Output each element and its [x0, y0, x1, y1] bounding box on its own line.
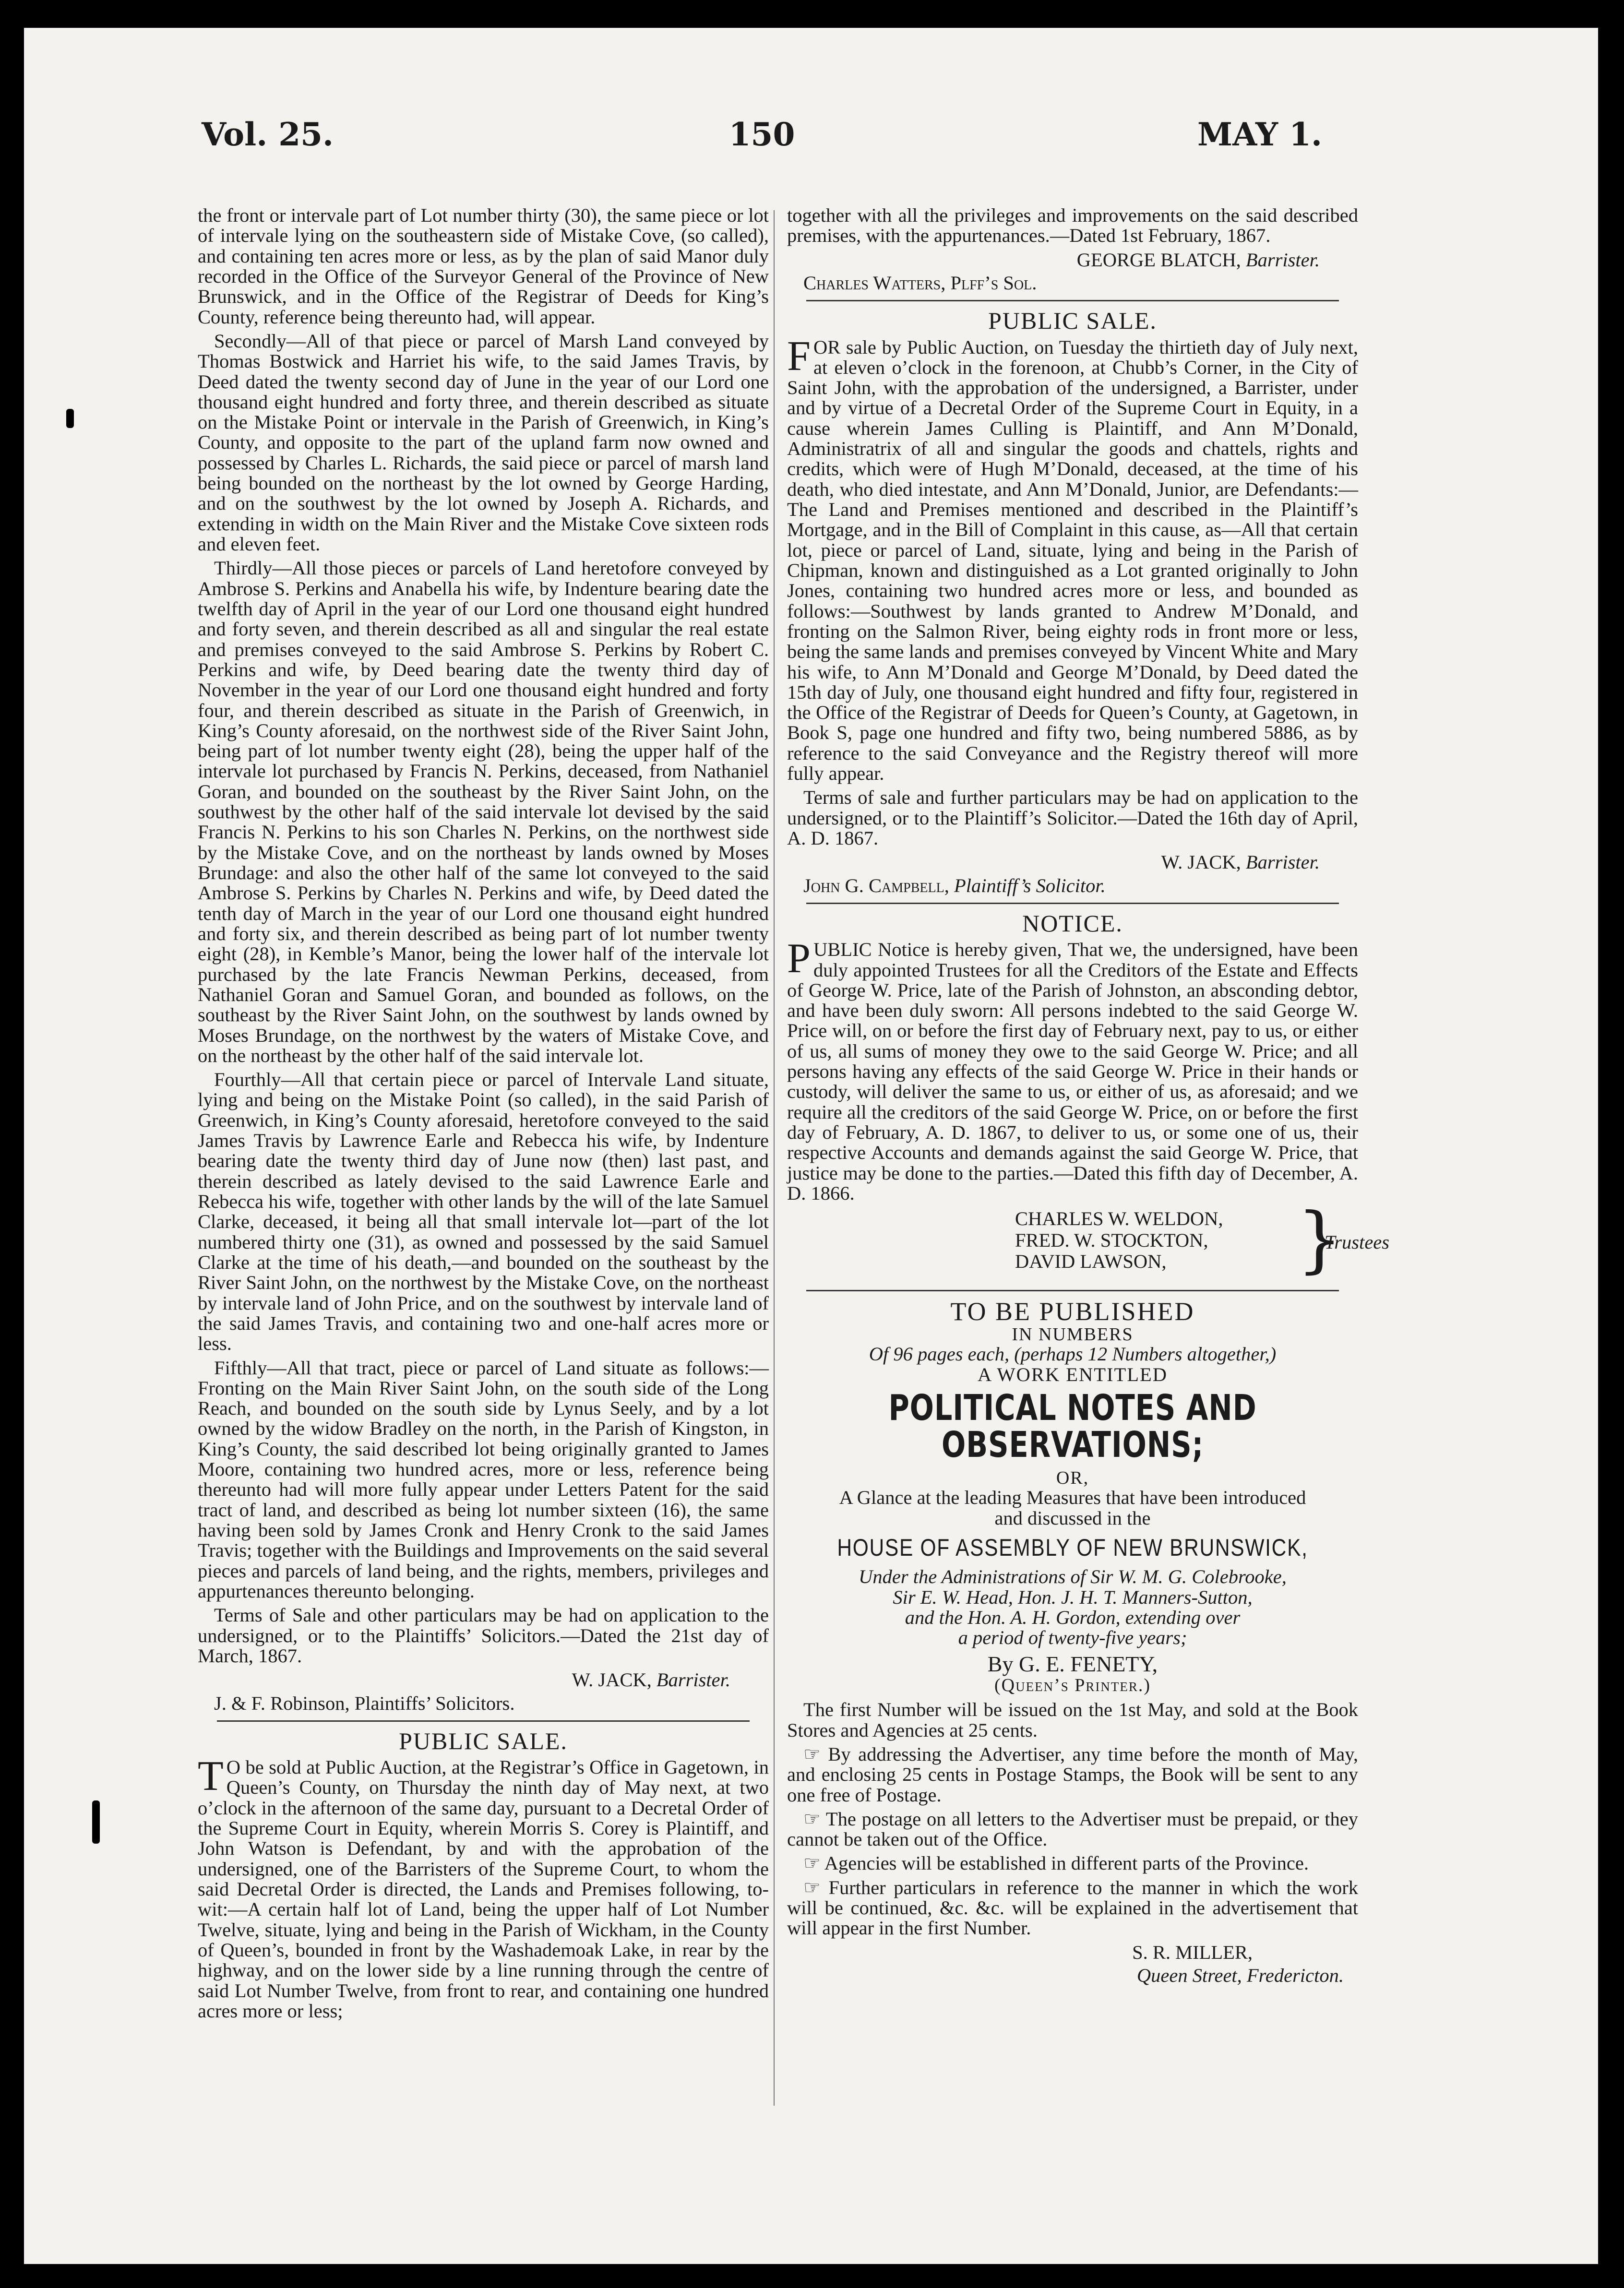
pointing-hand-icon: ☞	[803, 1808, 821, 1830]
paragraph-text: By addressing the Advertiser, any time before the month of May, and enclosing 25 cents in Postage Stamps, the Book will be sent to any one free of Postage.	[787, 1743, 1358, 1806]
newspaper-page	[24, 28, 1598, 2264]
administrations-line: and the Hon. A. H. Gordon, extending over	[905, 1606, 1241, 1628]
hand-paragraph	[787, 1853, 1358, 1873]
trustees-block	[787, 1198, 1390, 1282]
public-sale-text: FOR sale by Public Auction, on Tuesday the thirtieth day of July next, at eleven o’clock in the forenoon, at Chubb’s Corner, in the City of Saint John, with the approbation of the undersigned, a Barrister, under and by virtue of a Decretal Order of the Supreme Court in Equity, in a cause wherein James Culling is Plaintiff, and Ann M’Donald, Administratrix of all and singular the goods and chattels, rights and credits, which were of Hugh M’Donald, deceased, at the time of his death, who died intestate, and Ann M’Donald, Junior, are Defendants:—The Land and Premises mentioned and described in the Plaintiff’s Mortgage, and in the Bill of Complaint in this cause, as—All that certain lot, piece or parcel of Land, situate, lying and being in the Parish of Chipman, known and distinguished as a Lot granted originally to John Jones, containing two hundred acres more or less, and bounded as follows:—Southwest by lands granted to Andrew M’Donald, and fronting on the Salmon River, being eighty rods in front more or less, being the same lands and premises conveyed by Vincent White and Mary his wife, to Ann M’Donald and George M’Donald, by Deed dated the 15th day of July, one thousand eight hundred and fifty four, registered in the Office of the Registrar of Deeds for Queen’s County, at Gagetown, in Book S, page one hundred and fifty two, being numbered 5886, as by reference to the said Conveyance and the Registry thereof will more fully appear.	[787, 333, 1358, 785]
issue-date: MAY 1.	[1197, 116, 1322, 153]
thirdly-paragraph: Thirdly—All those pieces or parcels of Land heretofore conveyed by Ambrose S. Perkins and Anabella his wife, by Indenture bearing date the twelfth day of April in the year of our Lord one thousand eight hundred and forty seven, and therein described as all and singular the real estate and premises conveyed to the said Ambrose S. Perkins by Robert C. Perkins and wife, by Deed bearing date the twenty third day of November in the year of our Lord one thousand eight hundred and forty four, and therein described as situate in the Parish of Greenwich, in King’s County aforesaid, on the northwest side of the River Saint John, being part of lot number twenty eight (28), being the upper half of the intervale lot purchased by Francis N. Perkins, deceased, from Nathaniel Goran, and bounded on the southeast by the River Saint John, on the southwest by the other half of the said intervale lot devised by the said Francis N. Perkins to his son Charles N. Perkins, on the northwest side by the Mistake Cove, and on the northeast by lands owned by Moses Brundage: and also the other half of the same lot conveyed to the said Ambrose S. Perkins by Charles N. Perkins and wife, by Deed dated the tenth day of March in the year of our Lord one thousand eight hundred and forty six, and therein described as being part of lot number twenty eight (28), in Kemble’s Manor, being the lower half of the intervale lot purchased by the late Francis Newman Perkins, deceased, from Nathaniel Goran and Samuel Goran, and bounded as follows, on the southeast by the River Saint John, on the southwest by lands owned by Moses Brundage, on the northwest by the waters of Mistake Cove, and on the northeast by the other half of the said intervale lot.	[198, 557, 769, 1066]
paragraph-text: The postage on all letters to the Advertiser must be prepaid, or they cannot be taken out of the Office.	[787, 1808, 1358, 1850]
hand-paragraph	[787, 1744, 1358, 1805]
campbell-solicitor	[803, 876, 1358, 896]
fifthly-paragraph: Fifthly—All that tract, piece or parcel of Land situate as follows:—Fronting on the Main River Saint John, on the south side of the Long Reach, and bounded on the south side by Lynus Seely, and by a lot owned by the widow Bradley on the north, in the Parish of Kingston, in King’s County, the said described lot being originally granted to James Moore, containing two hundred acres, more or less, reference being thereunto had will more fully appear under Letters Patent for the said tract of land, and described as being lot number sixteen (16), the same having been sold by James Cronk and Henry Cronk to the said James Travis; together with the Buildings and Improvements on the said several pieces and parcels of land being, and the rights, members, privileges and appurtenances thereunto belonging.	[198, 1357, 769, 1602]
public-sale-heading: PUBLIC SALE.	[988, 307, 1157, 334]
watters-solicitor: Charles Watters, Plff’s Sol.	[803, 272, 1037, 294]
signature-title: Barrister.	[1245, 249, 1320, 271]
section-rule	[217, 1720, 750, 1722]
author-title: (Queen’s Printer.)	[994, 1675, 1151, 1695]
publication-subtitle: A Glance at the leading Measures that have been introduced	[839, 1487, 1306, 1509]
section-rule	[806, 1290, 1339, 1291]
miller-signature: S. R. MILLER,	[1132, 1941, 1253, 1963]
public-sale-heading: PUBLIC SALE.	[399, 1727, 568, 1754]
blatch-signature	[787, 250, 1320, 270]
notice-text: PUBLIC Notice is hereby given, That we, the undersigned, have been duly appointed Trustees for all the Creditors of the Estate and Effects of George W. Price, late of the Parish of Johnston, an absconding debtor, and have been duly sworn: All persons indebted to the said George W. Price will, on or before the first day of February next, pay to us, or either of us, all sums of money they owe to the said George W. Price; and all persons having any effects of the said George W. Price in their hands or custody, will deliver the same to us, or either of us, as aforesaid; and we require all the creditors of the said George W. Price, on or before the first day of February, A. D. 1867, to deliver to us, or some one of us, their respective Accounts and demands against the said George W. Price, that justice may be done to the parties.—Dated this fifth day of December, A. D. 1866.	[787, 935, 1358, 1204]
publication-announcement: TO BE PUBLISHED	[950, 1297, 1195, 1326]
house-of-assembly: HOUSE OF ASSEMBLY OF NEW BRUNSWICK,	[837, 1534, 1308, 1561]
pointing-hand-icon: ☞	[803, 1743, 821, 1765]
publication-or: OR,	[1056, 1467, 1089, 1488]
hand-paragraph	[787, 1809, 1358, 1850]
publication-pages: Of 96 pages each, (perhaps 12 Numbers altogether,)	[869, 1343, 1277, 1365]
signature-name: W. JACK,	[572, 1669, 652, 1691]
public-sale-text: TO be sold at Public Auction, at the Registrar’s Office in Gagetown, in Queen’s County, on Thursday the ninth day of May next, at two o’clock in the afternoon of the same day, pursuant to a Decretal Order of the Supreme Court in Equity, wherein Morris S. Corey is Plaintiff, and John Watson is Defendant, by and with the approbation of the undersigned, one of the Barristers of the Supreme Court, to whom the said Decretal Order is directed, the Lands and Premises following, to-wit:—A certain half lot of Land, being the upper half of Lot Number Twelve, situate, lying and being in the Parish of Wickham, in the County of Queen’s, bounded in front by the Washademoak Lake, in rear by the highway, and on the lower side by a line running through the centre of said Lot Number Twelve, from front to rear, and containing one hundred acres more or less;	[198, 1753, 769, 2022]
miller-address: Queen Street, Fredericton.	[1136, 1965, 1344, 1986]
page-number: 150	[728, 116, 795, 153]
notice-heading: NOTICE.	[1022, 909, 1123, 937]
trustee-name: FRED. W. STOCKTON,	[1015, 1229, 1208, 1251]
pointing-hand-icon: ☞	[803, 1876, 821, 1898]
continued-paragraph: together with all the privileges and improvements on the said described premises, with the appurtenances.—Dated 1st February, 1867.	[787, 204, 1358, 247]
fourthly-paragraph: Fourthly—All that certain piece or parcel of Intervale Land situate, lying and being on the Mistake Point (so called), in the said Parish of Greenwich, in King’s County aforesaid, heretofore conveyed to the said James Travis by Lawrence Earle and Rebecca his wife, by Indenture bearing date the twenty third day of June now (then) last past, and therein described as lately devised to the said Lawrence Earle and Rebecca his wife, together with other lands by the will of the late Samuel Clarke, deceased, it being all that small intervale lot—part of the lot numbered thirty one (31), as owned and possessed by the said Samuel Clarke at the time of his death,—and bounded on the southeast by the River Saint John, on the northwest by the Mistake Cove, on the northeast by intervale land of John Price, and on the southwest by intervale land of the said James Travis, and containing two and one-half acres more or less.	[198, 1069, 769, 1355]
trustee-name: DAVID LAWSON,	[1015, 1251, 1167, 1273]
section-rule	[806, 903, 1339, 904]
left-column	[198, 205, 769, 2025]
page-header	[202, 116, 1322, 168]
signature-name: GEORGE BLATCH,	[1076, 249, 1241, 271]
trustees-label: Trustees	[1325, 1231, 1390, 1253]
right-column	[787, 204, 1390, 1989]
section-rule	[806, 300, 1339, 301]
brace-icon: }	[1297, 1198, 1343, 1282]
solicitor-title: Plaintiff’s Solicitor.	[954, 874, 1106, 896]
administrations-line: Under the Administrations of Sir W. M. G. Colebrooke,	[859, 1566, 1287, 1588]
paragraph-text: Further particulars in reference to the manner in which the work will be continued, &c. &c. will be explained in the advertisement that will appear in the first Number.	[787, 1876, 1358, 1939]
trustee-names	[1015, 1208, 1223, 1273]
hand-paragraph	[787, 1878, 1358, 1939]
opening-paragraph: the front or intervale part of Lot number thirty (30), the same piece or lot of intervale lying on the southeastern side of Mistake Cove, (so called), and containing ten acres more or less, as by the plan of said Manor duly recorded in the Office of the Surveyor General of the Province of New Brunswick, and in the Office of the Registrar of Deeds for King’s County, reference being thereunto had, will appear.	[198, 204, 769, 328]
administrations-line: a period of twenty-five years;	[958, 1627, 1187, 1649]
publication-subtitle: and discussed in the	[994, 1507, 1151, 1529]
column-divider	[774, 210, 775, 2106]
administrations-line: Sir E. W. Head, Hon. J. H. T. Manners-Sutton,	[893, 1586, 1253, 1608]
barrister-signature	[198, 1670, 730, 1690]
volume-label: Vol. 25.	[202, 116, 334, 153]
margin-mark	[66, 409, 74, 428]
signature-title: Barrister.	[656, 1669, 730, 1691]
signature-name: W. JACK,	[1161, 851, 1241, 873]
solicitors-line: J. & F. Robinson, Plaintiffs’ Solicitors.	[214, 1692, 515, 1714]
publication-title: POLITICAL NOTES AND OBSERVATIONS;	[888, 1387, 1257, 1466]
margin-mark	[92, 1800, 100, 1844]
paragraph-text: Agencies will be established in different parts of the Province.	[824, 1852, 1309, 1874]
jack-signature	[787, 852, 1320, 872]
trustee-name: CHARLES W. WELDON,	[1015, 1208, 1223, 1230]
terms-paragraph: Terms of Sale and other particulars may be had on application to the undersigned, or to the Plaintiffs’ Solicitors.—Dated the 21st day of March, 1867.	[198, 1604, 769, 1667]
sale-terms: Terms of sale and further particulars may be had on application to the undersigned, or to the Plaintiff’s Solicitor.—Dated the 16th day of April, A. D. 1867.	[787, 786, 1358, 849]
first-number-paragraph: The first Number will be issued on the 1st May, and sold at the Book Stores and Agencies at 25 cents.	[787, 1699, 1358, 1741]
solicitor-name: John G. Campbell,	[803, 874, 949, 896]
work-entitled: A WORK ENTITLED	[978, 1363, 1168, 1385]
pointing-hand-icon: ☞	[803, 1852, 821, 1874]
publication-format: IN NUMBERS	[1012, 1324, 1134, 1345]
author-line: By G. E. FENETY,	[987, 1652, 1158, 1677]
signature-title: Barrister.	[1245, 851, 1320, 873]
secondly-paragraph: Secondly—All of that piece or parcel of Marsh Land conveyed by Thomas Bostwick and Harriet his wife, to the said James Travis, by Deed dated the twenty second day of June in the year of our Lord one thousand eight hundred and forty three, and therein described as situate on the Mistake Point or intervale in the Parish of Greenwich, in King’s County, and opposite to the part of the upland farm now owned and possessed by Charles L. Richards, the said piece or parcel of marsh land being bounded on the northeast by the lot owned by George Harding, and on the southwest by the lot owned by Joseph A. Richards, and extending in width on the Main River and the Mistake Cove sixteen rods and eleven feet.	[198, 330, 769, 555]
